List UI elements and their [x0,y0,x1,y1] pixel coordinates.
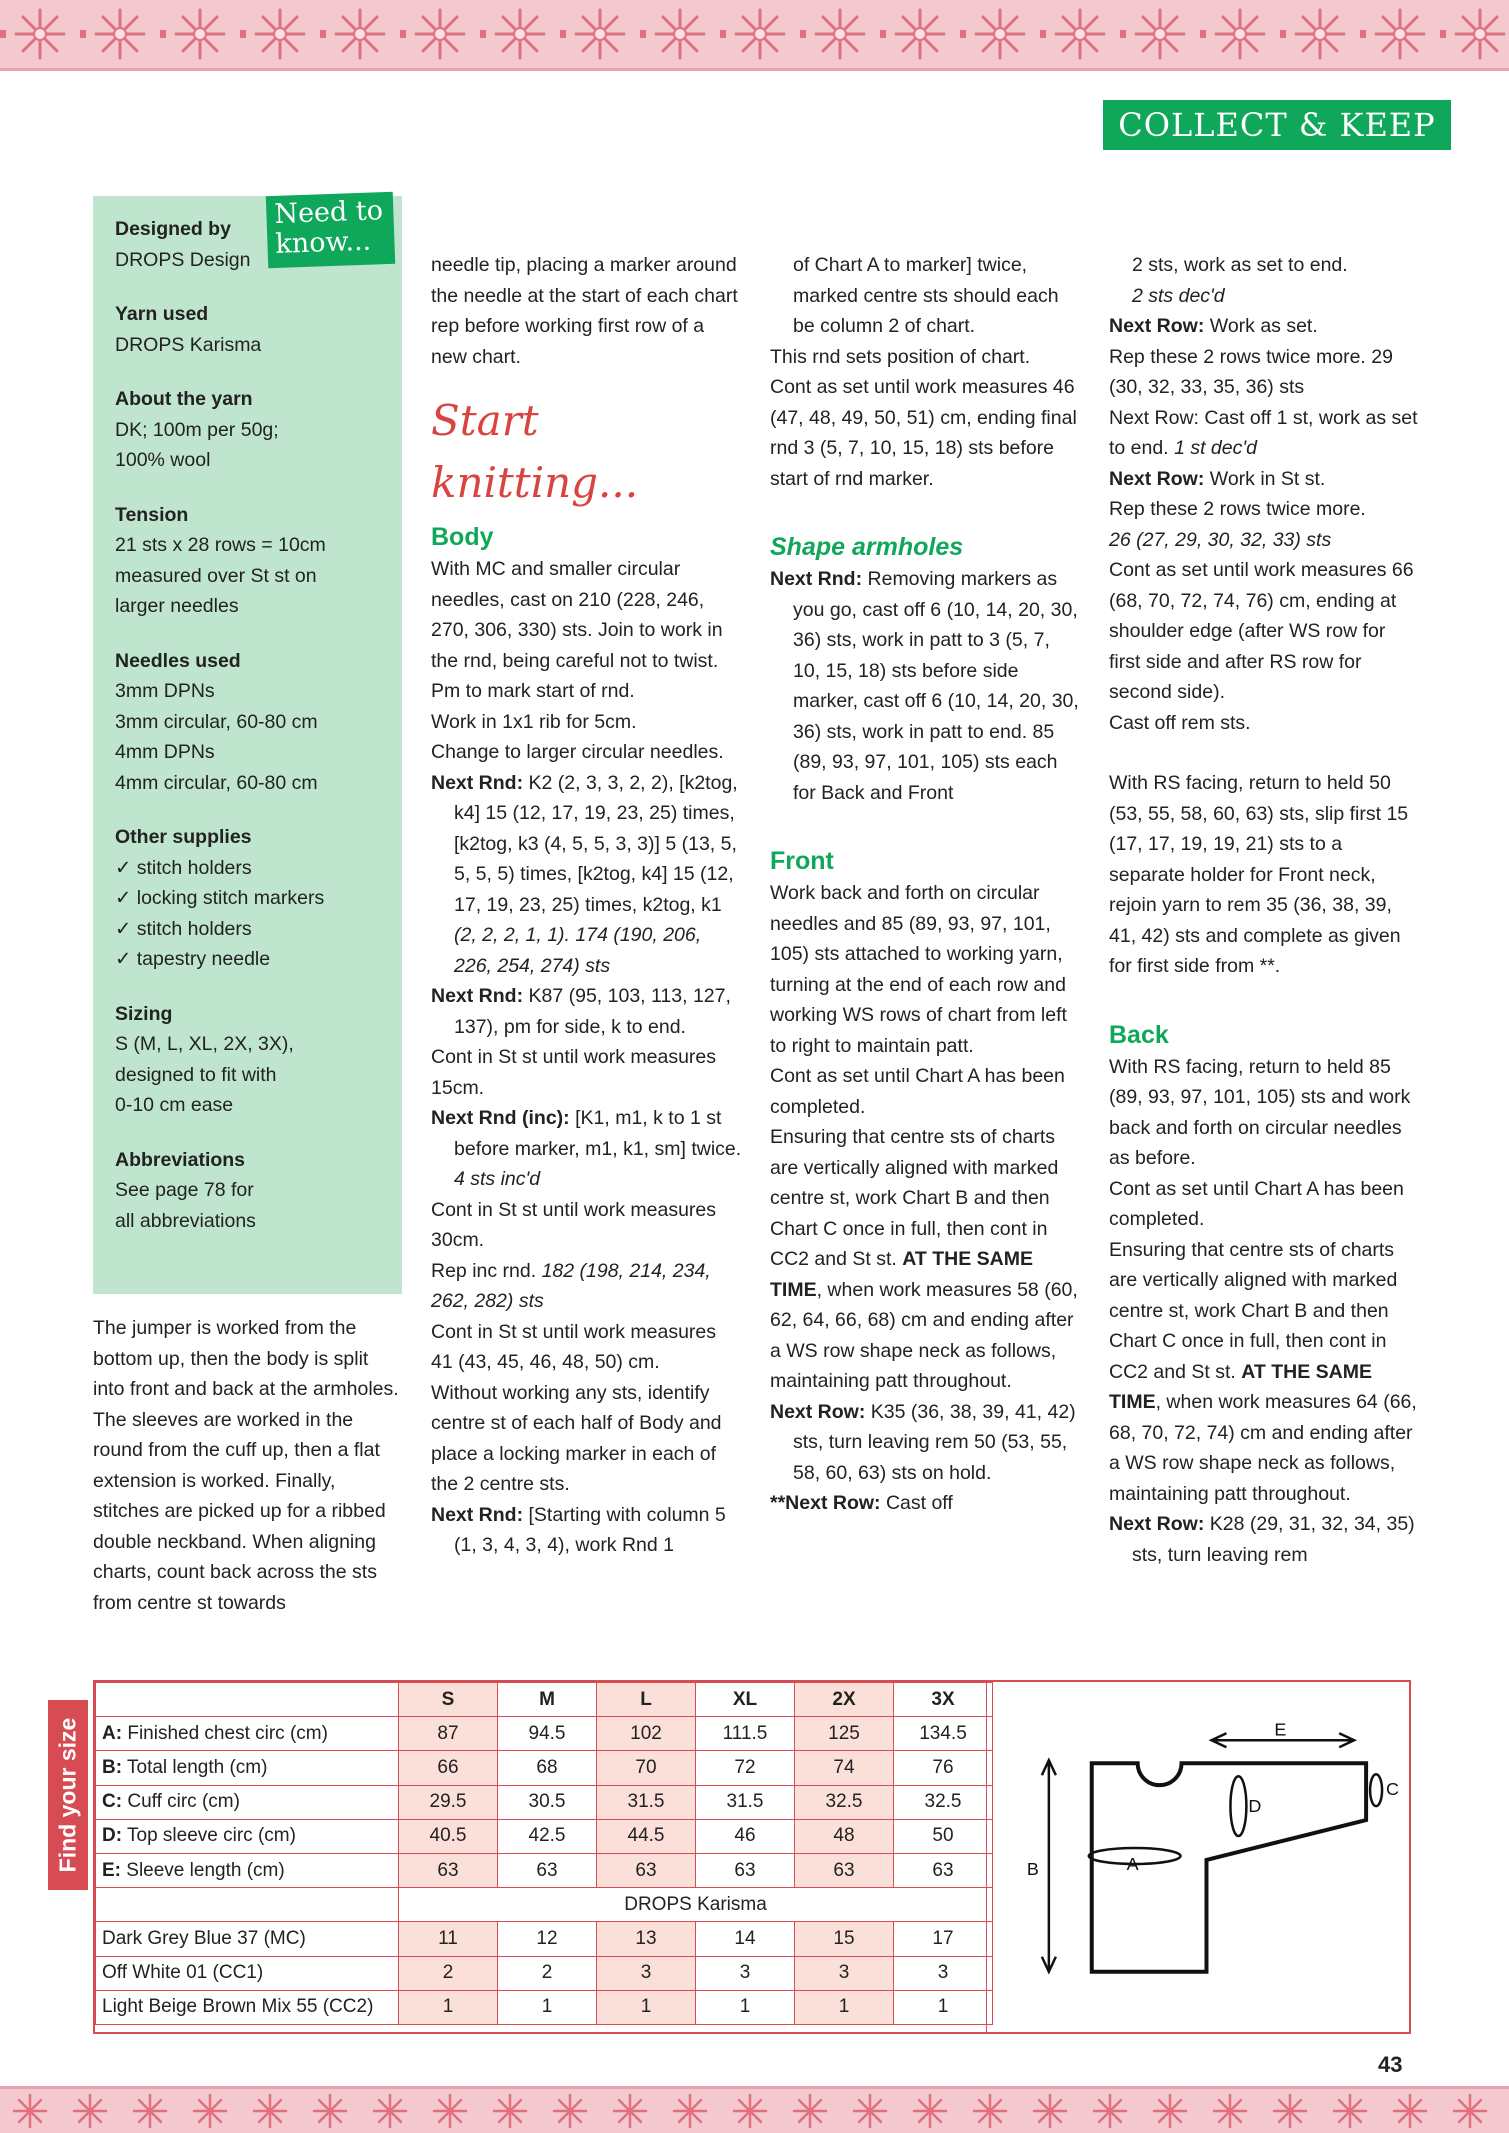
instruction-text: Cast off [880,1492,953,1514]
yarn-header-row [96,1888,993,1922]
supplies-section [115,822,380,975]
paragraph: With RS facing, return to held 50 (53, 55, 58, 60, 63) sts, slip first 15 (17, 17, 19, 19, 21) sts to a separate holder for Front neck, rejoin yarn to rem 35 (36, 38, 39, 41, 42) sts and complete as given for first side from **. [1109,772,1409,977]
find-your-size-tab [48,1700,88,1890]
size-l: L [597,1683,696,1717]
section-line: See page 78 for [115,1179,254,1201]
table-cell: 72 [696,1751,795,1785]
table-cell: 46 [696,1819,795,1853]
cuff-arrow [1370,1774,1382,1806]
table-cell: 31.5 [696,1785,795,1819]
instruction-label: Next Rnd: [770,568,863,590]
paragraph: Cast off rem sts. [1109,711,1251,734]
row-label [96,1785,399,1819]
intro-text: The jumper is worked from the bottom up, then the body is split into front and back at the armholes. The sleeves are worked in the round from the cuff up, then a flat extension is worked. Finally, stitches are picked up for a ribbed double neckband. When aligning charts, count back across the sts from centre st towards [93,1317,399,1614]
table-cell: 12 [498,1922,597,1956]
instruction [431,768,743,982]
table-cell: 2 [399,1956,498,1990]
table-cell: 50 [894,1819,993,1853]
table-cell: 31.5 [597,1785,696,1819]
section-line: designed to fit with [115,1063,277,1086]
paragraph: This rnd sets position of chart. [770,345,1031,368]
table-cell: 11 [399,1922,498,1956]
instruction [1109,311,1421,342]
table-cell: 63 [399,1853,498,1887]
table-row [96,1717,993,1751]
paragraph: Work in 1x1 rib for 5cm. [431,710,637,733]
row-label [96,1751,399,1785]
section-heading: About the yarn [115,388,253,410]
row-text: Sleeve length (cm) [121,1859,285,1881]
label-c: C [1386,1779,1400,1800]
stitch-count: 182 (198, 214, 234, 262, 282) sts [431,1259,711,1312]
row-code: B: [102,1756,123,1778]
paragraph-text: , when work measures 64 (66, 68, 70, 72, 74) cm and ending after a WS row shape neck as follows, maintaining patt throughout. [1109,1391,1417,1505]
paragraph: Rep these 2 rows twice more. [1109,498,1366,520]
stitch-count: 1 st dec'd [1174,437,1257,459]
decorative-top-band [0,0,1509,71]
paragraph [1109,1235,1421,1510]
paragraph: Work back and forth on circular needles and 85 (89, 93, 97, 101, 105) sts attached to working yarn, turning at the end of each row and working WS rows of chart from left to right to maintain patt. [770,882,1067,1057]
stitch-count: (2, 2, 2, 1, 1). 174 (190, 206, 226, 254, 274) sts [454,924,702,977]
table-row [96,1922,993,1956]
table-cell: 3 [894,1956,993,1990]
back-heading: Back [1109,1020,1169,1049]
table-cell: 111.5 [696,1717,795,1751]
instruction [431,981,743,1042]
paragraph-text: Ensuring that centre sts of charts are vertically aligned with marked centre st, work Chart B and then Chart C once in full, then cont in CC2 and St st. [1109,1238,1398,1383]
needles-section [115,646,380,799]
label-b: B [1026,1858,1039,1879]
instruction-text: K2 (2, 3, 3, 2, 2), [k2tog, k4] 15 (12, 17, 19, 23, 25) times, [k2tog, k3 (4, 5, 5, 3, 3)] 5 (13, 5, 5, 5, 5) times, [k2tog, k4] 15 (12, 17, 19, 23, 25) times, k2tog, k1 [454,771,738,916]
instruction-label: Next Row: [770,1400,866,1423]
row-label [96,1717,399,1751]
paragraph: needle tip, placing a marker around the needle at the start of each chart rep before working first row of a new chart. [431,254,738,368]
paragraph: Cont as set until work measures 46 (47, 48, 49, 50, 51) cm, ending final rnd 3 (5, 7, 10, 15, 18) sts before start of rnd marker. [770,376,1077,490]
table-cell: 74 [795,1751,894,1785]
section-line: all abbreviations [115,1209,256,1232]
paragraph: With MC and smaller circular needles, cast on 210 (228, 246, 270, 306, 330) sts. Join to work in the rnd, being careful not to twist. Pm to mark start of rnd. [431,558,723,702]
table-cell: 63 [498,1853,597,1887]
tension-section [115,500,380,622]
label-a: A [1126,1853,1139,1874]
yarn-header: DROPS Karisma [399,1888,993,1922]
table-cell: 102 [597,1717,696,1751]
section-line: 4mm DPNs [115,741,215,763]
section-heading: Designed by [115,218,231,240]
page-number: 43 [1378,2052,1403,2077]
table-cell: 32.5 [795,1785,894,1819]
sleeve-circ-arrow [1230,1776,1246,1836]
section-line: 21 sts x 28 rows = 10cm [115,534,326,556]
instruction-text: K35 (36, 38, 39, 41, 42) sts, turn leaving rem 50 (53, 55, 58, 60, 63) sts on hold. [793,1400,1076,1484]
empty-cell [96,1683,399,1717]
size-m: M [498,1683,597,1717]
section-heading: Yarn used [115,303,209,325]
size-2x: 2X [795,1683,894,1717]
row-code: D: [102,1825,123,1847]
about-yarn-section [115,384,380,476]
instruction-text: Removing markers as you go, cast off 6 (10, 14, 20, 30, 36) sts, work in patt to 3 (5, 7, 10, 15, 18) sts before side marker, cast off 6 (10, 14, 20, 30, 36) sts, work in patt to end. 85 (89, 93, 97, 101, 105) sts each for Back and Front [793,568,1079,804]
sizing-section [115,999,380,1121]
table-cell: 68 [498,1751,597,1785]
row-text: Total length (cm) [122,1756,268,1778]
section-line: DROPS Design [115,248,251,271]
instruction-text: [Starting with column 5 (1, 3, 4, 3, 4), work Rnd 1 [454,1503,726,1556]
table-cell: 14 [696,1922,795,1956]
section-line: DK; 100m per 50g; [115,418,279,441]
table-cell: 1 [597,1990,696,2024]
paragraph: Cont as set until Chart A has been completed. [1109,1177,1404,1230]
paragraph-text: Rep inc rnd. [431,1259,542,1282]
instruction-label: Next Row: [1109,1513,1205,1535]
table-cell: 63 [696,1853,795,1887]
paragraph: Without working any sts, identify centre st of each half of Body and place a locking marker in each of the 2 centre sts. [431,1381,722,1495]
need-to-know-badge: Need to know... [266,192,395,268]
table-cell: 40.5 [399,1819,498,1853]
section-line: measured over St st on [115,564,317,587]
table-cell: 30.5 [498,1785,597,1819]
column-3 [770,250,1082,1519]
table-cell: 1 [894,1990,993,2024]
start-knitting-title: Start knitting... [431,396,639,507]
instruction-label: Next Rnd: [431,985,524,1007]
empty-cell [96,1888,399,1922]
table-row [96,1990,993,2024]
row-label [96,1853,399,1887]
table-cell: 2 [498,1956,597,1990]
table-row [96,1785,993,1819]
table-cell: 87 [399,1717,498,1751]
need-to-know-panel [93,196,402,1294]
section-line: 100% wool [115,449,211,471]
paragraph: Rep these 2 rows twice more. 29 (30, 32, 33, 35, 36) sts [1109,345,1393,398]
table-cell: 94.5 [498,1717,597,1751]
table-cell: 70 [597,1751,696,1785]
table-cell: 3 [795,1956,894,1990]
row-text: Cuff circ (cm) [122,1791,240,1813]
table-cell: 3 [597,1956,696,1990]
table-row [96,1819,993,1853]
table-row [96,1956,993,1990]
section-heading: Abbreviations [115,1148,246,1171]
supply-item: ✓ stitch holders [115,856,252,879]
instruction-text: Work in St st. [1204,467,1326,490]
table-row [96,1751,993,1785]
table-cell: 3 [696,1956,795,1990]
label-e: E [1274,1719,1287,1740]
paragraph-text: , when work measures 58 (60, 62, 64, 66, 68) cm and ending after a WS row shape neck as follows, maintaining patt throughout. [770,1278,1078,1392]
size-xl: XL [696,1683,795,1717]
section-heading: Other supplies [115,826,252,848]
paragraph: of Chart A to marker] twice, marked centre sts should each be column 2 of chart. [793,254,1059,337]
front-heading: Front [770,847,834,875]
instruction-label: Next Row: [1109,315,1205,337]
table-cell: 66 [399,1751,498,1785]
paragraph: Cont in St st until work measures 30cm. [431,1198,717,1251]
table-cell: 63 [795,1853,894,1887]
paragraph-text: Next Row: Cast off 1 st, work as set to end. [1109,406,1418,459]
instruction-text: [K1, m1, k to 1 st before marker, m1, k1, sm] twice. [454,1107,742,1160]
row-label: Dark Grey Blue 37 (MC) [96,1922,399,1956]
column-4 [1109,250,1421,1570]
row-label [96,1819,399,1853]
section-heading: Sizing [115,1002,173,1025]
instruction-text: K87 (95, 103, 113, 127, 137), pm for side, k to end. [454,985,731,1038]
intro-column [93,1313,403,1618]
size-header-row [96,1683,993,1717]
row-code: E: [102,1859,121,1881]
instruction-label: Next Rnd (inc): [431,1107,570,1129]
instruction [770,1488,1082,1519]
table-cell: 63 [894,1853,993,1887]
instruction [770,564,1082,808]
paragraph: Cont as set until work measures 66 (68, 70, 72, 74, 76) cm, ending at shoulder edge (after WS row for first side and after RS row for second side). [1109,559,1414,703]
size-3x: 3X [894,1683,993,1717]
instruction-text: K28 (29, 31, 32, 34, 35) sts, turn leaving rem [1132,1513,1415,1566]
size-table [95,1682,993,2025]
table-cell: 42.5 [498,1819,597,1853]
table-cell: 48 [795,1819,894,1853]
instruction-label: Next Row: [1109,467,1205,490]
shape-armholes-heading: Shape armholes [770,533,964,561]
row-label: Off White 01 (CC1) [96,1956,399,1990]
paragraph: Cont in St st until work measures 15cm. [431,1046,717,1099]
table-cell: 1 [498,1990,597,2024]
instruction [770,1397,1082,1489]
table-cell: 125 [795,1717,894,1751]
section-line: DROPS Karisma [115,333,262,356]
stitch-count: 26 (27, 29, 30, 32, 33) sts [1109,528,1332,551]
section-line: 4mm circular, 60-80 cm [115,771,318,794]
paragraph: With RS facing, return to held 85 (89, 93, 97, 101, 105) sts and work back and forth on circular needles as before. [1109,1055,1411,1169]
collect-keep-badge: COLLECT & KEEP [1103,100,1451,150]
section-line: 3mm circular, 60-80 cm [115,710,318,733]
table-cell: 63 [597,1853,696,1887]
abbreviations-section [115,1145,380,1237]
paragraph: Cont as set until Chart A has been completed. [770,1065,1065,1118]
paragraph [770,1122,1082,1397]
instruction [431,1500,743,1561]
body-heading: Body [431,523,494,551]
paragraph: Change to larger circular needles. [431,741,724,763]
row-code: C: [102,1791,123,1813]
section-heading: Tension [115,503,189,526]
table-cell: 32.5 [894,1785,993,1819]
decorative-bottom-band [0,2086,1509,2133]
section-line: 0-10 cm ease [115,1094,234,1116]
table-cell: 1 [399,1990,498,2024]
section-line: S (M, L, XL, 2X, 3X), [115,1033,294,1055]
paragraph [1109,403,1421,464]
find-your-size-label: Find your size [54,1717,81,1873]
section-line: 3mm DPNs [115,680,215,702]
instruction [431,1103,743,1195]
instruction [1109,1509,1421,1570]
stitch-count: 4 sts inc'd [454,1168,541,1190]
section-line: larger needles [115,595,239,617]
section-heading: Needles used [115,649,241,672]
garment-schematic [986,1680,1411,2034]
supply-item: ✓ tapestry needle [115,948,271,970]
table-cell: 17 [894,1922,993,1956]
stitch-count: 2 sts dec'd [1132,284,1225,307]
instruction-label: Next Rnd: [431,771,524,794]
table-cell: 29.5 [399,1785,498,1819]
instruction-label: **Next Row: [770,1492,881,1514]
paragraph-text: Ensuring that centre sts of charts are vertically aligned with marked centre st, work Chart B and then Chart C once in full, then cont in CC2 and St st. [770,1126,1059,1270]
table-cell: 1 [696,1990,795,2024]
label-d: D [1248,1796,1262,1817]
table-cell: 76 [894,1751,993,1785]
emphasis: AT THE SAME TIME [1109,1360,1372,1413]
instruction-label: Next Rnd: [431,1503,524,1526]
size-s: S [399,1683,498,1717]
row-text: Top sleeve circ (cm) [122,1825,296,1847]
emphasis: AT THE SAME TIME [770,1248,1033,1301]
instruction [1109,464,1421,495]
table-cell: 13 [597,1922,696,1956]
paragraph: Cont in St st until work measures 41 (43, 45, 46, 48, 50) cm. [431,1320,717,1373]
supply-item: ✓ locking stitch markers [115,887,325,909]
table-cell: 134.5 [894,1717,993,1751]
table-cell: 1 [795,1990,894,2024]
table-cell: 15 [795,1922,894,1956]
row-text: Finished chest circ (cm) [122,1722,328,1744]
table-cell: 44.5 [597,1819,696,1853]
supply-item: ✓ stitch holders [115,917,252,940]
table-row [96,1853,993,1887]
column-2 [431,250,743,1561]
instruction-text: Work as set. [1204,315,1318,337]
paragraph [431,1256,743,1317]
row-label: Light Beige Brown Mix 55 (CC2) [96,1990,399,2024]
row-code: A: [102,1722,123,1744]
paragraph: 2 sts, work as set to end. [1132,254,1348,276]
yarn-section [115,299,380,360]
